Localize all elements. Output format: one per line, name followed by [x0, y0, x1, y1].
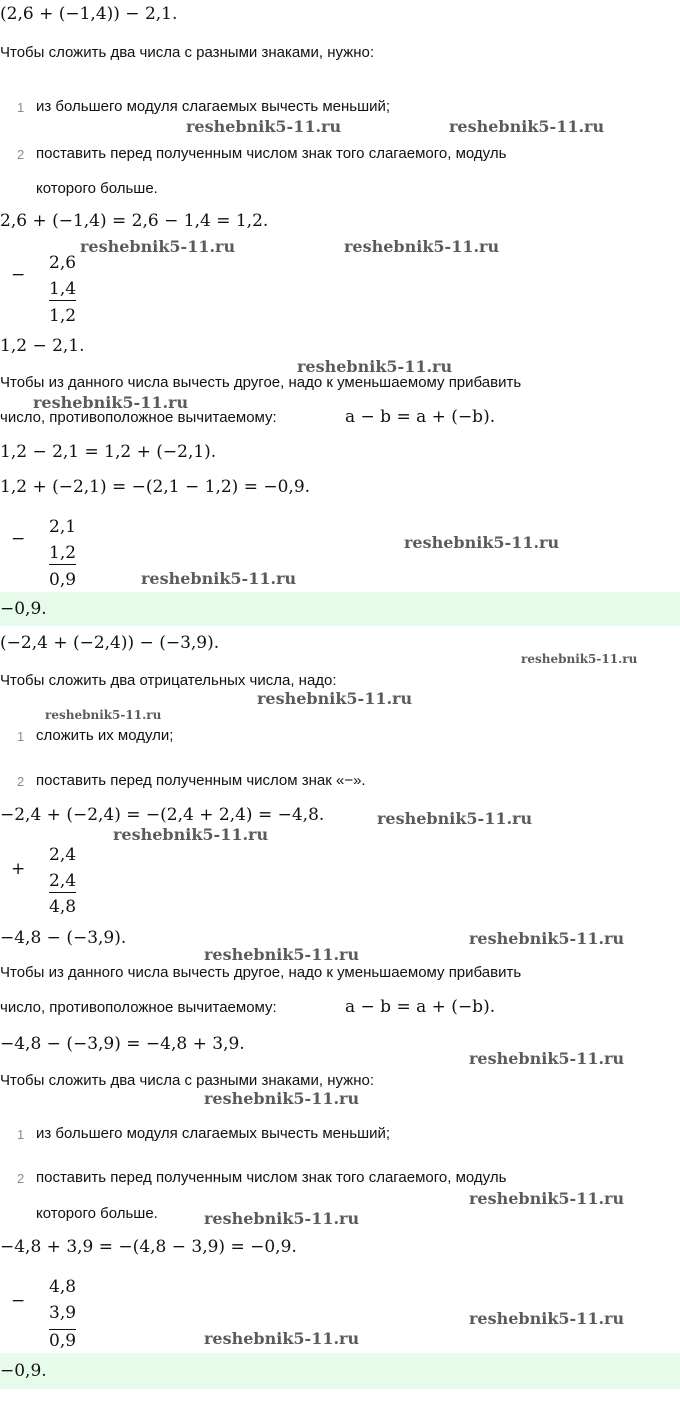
- task-expression-1: (−2,4 + (−2,4)) − (−3,9).: [0, 633, 220, 653]
- watermark: reshebnik5-11.ru: [257, 689, 413, 708]
- list-item-text-continued: которого больше.: [36, 180, 158, 197]
- task-expression-2: 1,2 − 2,1.: [0, 336, 85, 356]
- column-result-number: 1,2: [49, 306, 77, 326]
- list-item-text: поставить перед полученным числом знак того слагаемого, модуль: [36, 1169, 507, 1186]
- column-operation-sign: −: [11, 1291, 26, 1311]
- watermark: reshebnik5-11.ru: [204, 1329, 360, 1348]
- answer-value: −0,9.: [0, 1361, 47, 1381]
- rule-subtraction-line2: число, противоположное вычитаемому:: [0, 999, 277, 1016]
- watermark: reshebnik5-11.ru: [33, 393, 189, 412]
- watermark: reshebnik5-11.ru: [141, 569, 297, 588]
- rule-subtraction-formula: a − b = a + (−b).: [345, 407, 496, 427]
- watermark: reshebnik5-11.ru: [469, 1189, 625, 1208]
- watermark: reshebnik5-11.ru: [449, 117, 605, 136]
- rule-subtraction-line1: Чтобы из данного числа вычесть другое, надо к уменьшаемому прибавить: [0, 374, 522, 391]
- watermark: reshebnik5-11.ru: [45, 708, 162, 722]
- task-expression-2: −4,8 − (−3,9).: [0, 928, 127, 948]
- watermark: reshebnik5-11.ru: [80, 237, 236, 256]
- rule-title-different-signs: Чтобы сложить два числа с разными знаками, нужно:: [0, 44, 374, 61]
- answer-box: [0, 592, 680, 626]
- watermark: reshebnik5-11.ru: [297, 357, 453, 376]
- watermark: reshebnik5-11.ru: [204, 945, 360, 964]
- column-middle-number: 1,4: [49, 279, 77, 299]
- calculation-line: 1,2 + (−2,1) = −(2,1 − 1,2) = −0,9.: [0, 477, 311, 497]
- watermark: reshebnik5-11.ru: [344, 237, 500, 256]
- column-top-number: 2,6: [49, 253, 77, 273]
- calculation-line: −4,8 + 3,9 = −(4,8 − 3,9) = −0,9.: [0, 1237, 297, 1257]
- rule-subtraction-line1: Чтобы из данного числа вычесть другое, надо к уменьшаемому прибавить: [0, 964, 522, 981]
- rule-subtraction-formula: a − b = a + (−b).: [345, 997, 496, 1017]
- column-operation-sign: +: [11, 859, 26, 879]
- watermark: reshebnik5-11.ru: [204, 1089, 360, 1108]
- rule-subtraction-line2: число, противоположное вычитаемому:: [0, 409, 277, 426]
- watermark: reshebnik5-11.ru: [404, 533, 560, 552]
- list-item-number: 2: [17, 147, 25, 162]
- column-result-number: 0,9: [49, 1331, 77, 1351]
- watermark: reshebnik5-11.ru: [521, 652, 638, 666]
- list-item-text: из большего модуля слагаемых вычесть меньший;: [36, 1125, 391, 1142]
- list-item-text: поставить перед полученным числом знак «−».: [36, 772, 366, 789]
- answer-value: −0,9.: [0, 599, 47, 619]
- watermark: reshebnik5-11.ru: [469, 929, 625, 948]
- list-item-number: 1: [17, 729, 25, 744]
- task-expression-1: (2,6 + (−1,4)) − 2,1.: [0, 4, 178, 24]
- list-item-number: 1: [17, 100, 25, 115]
- watermark: reshebnik5-11.ru: [377, 809, 533, 828]
- column-middle-number: 2,4: [49, 871, 77, 891]
- list-item-text: поставить перед полученным числом знак того слагаемого, модуль: [36, 145, 507, 162]
- column-operation-sign: −: [11, 529, 26, 549]
- column-middle-number: 3,9: [49, 1303, 77, 1323]
- column-result-number: 0,9: [49, 570, 77, 590]
- column-operation-sign: −: [11, 265, 26, 285]
- list-item-text: из большего модуля слагаемых вычесть меньший;: [36, 98, 391, 115]
- column-top-number: 2,1: [49, 517, 77, 537]
- list-item-number: 2: [17, 1171, 25, 1186]
- calculation-line: −4,8 − (−3,9) = −4,8 + 3,9.: [0, 1034, 245, 1054]
- watermark: reshebnik5-11.ru: [469, 1049, 625, 1068]
- watermark: reshebnik5-11.ru: [469, 1309, 625, 1328]
- list-item-number: 2: [17, 774, 25, 789]
- list-item-text: сложить их модули;: [36, 727, 174, 744]
- calculation-line: −2,4 + (−2,4) = −(2,4 + 2,4) = −4,8.: [0, 805, 325, 825]
- watermark: reshebnik5-11.ru: [113, 825, 269, 844]
- calculation-line: 1,2 − 2,1 = 1,2 + (−2,1).: [0, 442, 217, 462]
- column-result-number: 4,8: [49, 897, 77, 917]
- rule-title-negative-numbers: Чтобы сложить два отрицательных числа, надо:: [0, 672, 337, 689]
- list-item-text-continued: которого больше.: [36, 1205, 158, 1222]
- answer-box: [0, 1353, 680, 1389]
- watermark: reshebnik5-11.ru: [204, 1209, 360, 1228]
- watermark: reshebnik5-11.ru: [186, 117, 342, 136]
- rule-title-different-signs: Чтобы сложить два числа с разными знаками, нужно:: [0, 1072, 374, 1089]
- column-middle-number: 1,2: [49, 543, 77, 563]
- calculation-line: 2,6 + (−1,4) = 2,6 − 1,4 = 1,2.: [0, 211, 269, 231]
- column-top-number: 4,8: [49, 1277, 77, 1297]
- column-top-number: 2,4: [49, 845, 77, 865]
- list-item-number: 1: [17, 1127, 25, 1142]
